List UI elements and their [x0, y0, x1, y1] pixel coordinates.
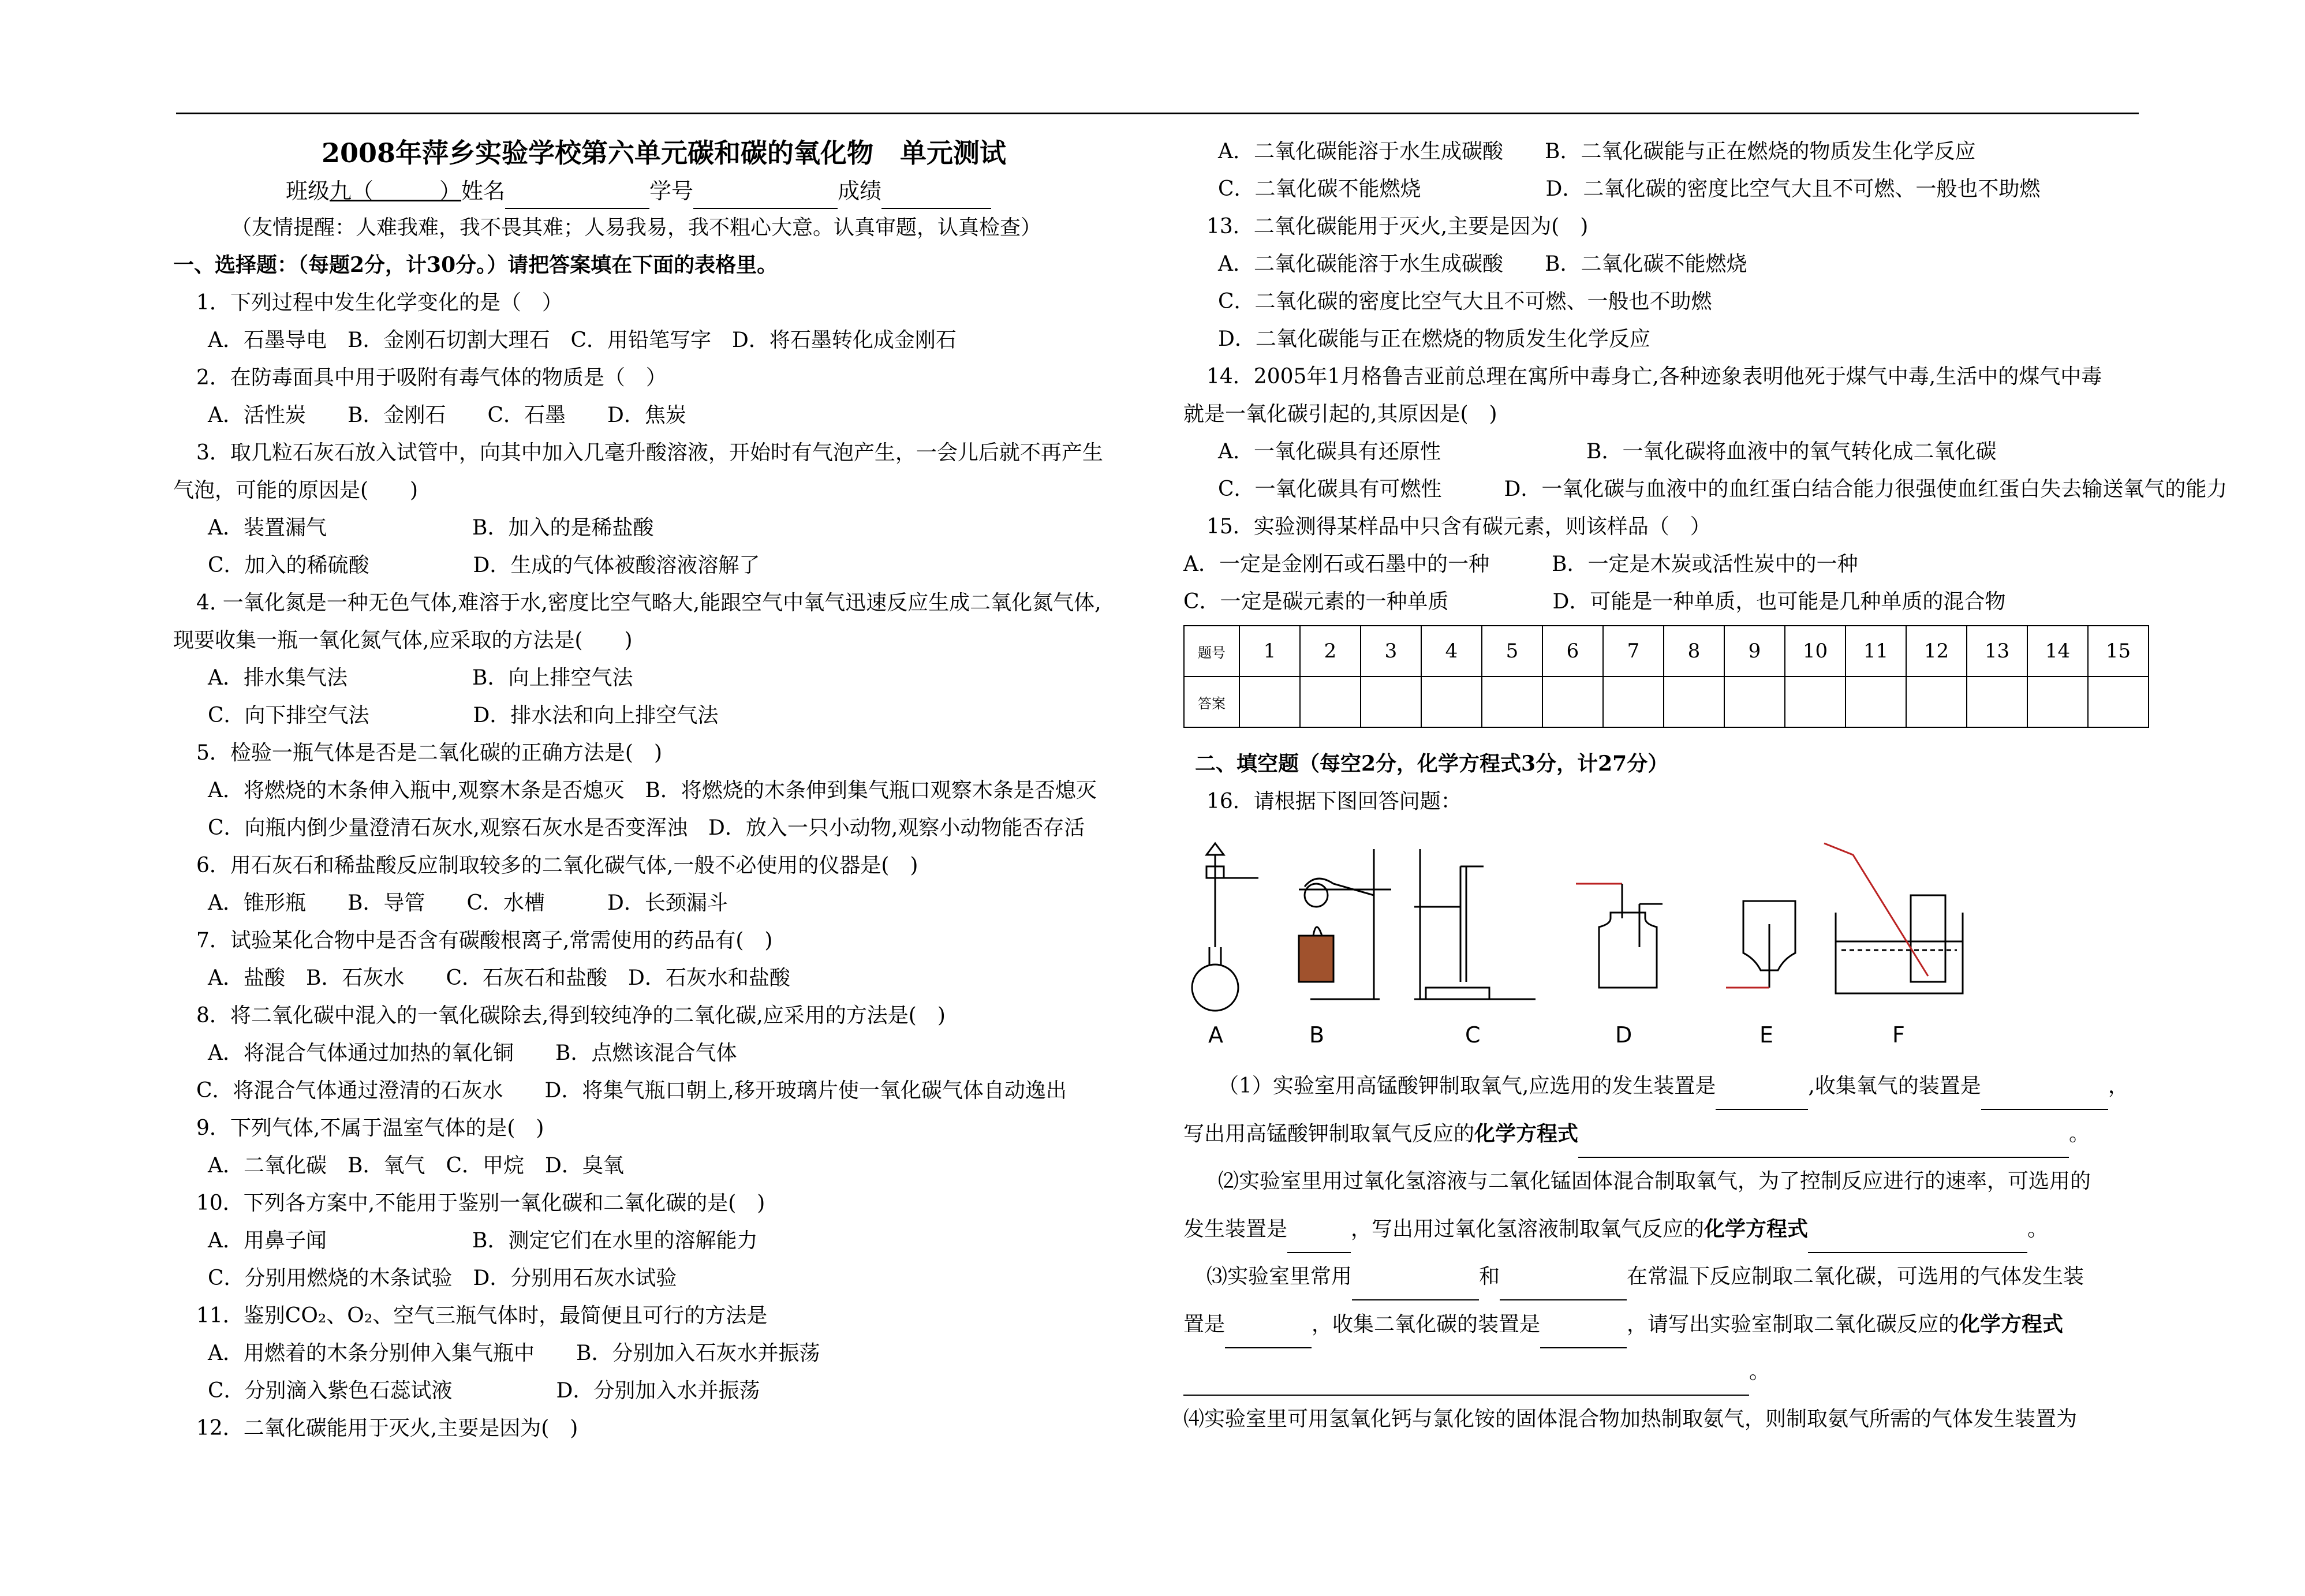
question-line: A．将燃烧的木条伸入瓶中,观察木条是否熄灭 B．将燃烧的木条伸到集气瓶口观察木条是否熄灭: [208, 779, 1097, 802]
question-line: A．将混合气体通过加热的氧化铜 B．点燃该混合气体: [208, 1041, 737, 1065]
fill-question-3: [1183, 1253, 2153, 1300]
apparatus-label: A: [1208, 1022, 1223, 1048]
apparatus-b-icon: [1299, 849, 1391, 999]
apparatus-label: B: [1309, 1022, 1325, 1048]
number-row-label: 题号: [1184, 626, 1239, 676]
question-line: C．向瓶内倒少量澄清石灰水,观察石灰水是否变浑浊 D．放入一只小动物,观察小动物能否存活: [208, 816, 1085, 840]
question-number-cell: 13: [1967, 626, 2027, 676]
question-line: 11．鉴别CO₂、O₂、空气三瓶气体时，最简便且可行的方法是: [196, 1304, 768, 1328]
question-line: A．二氧化碳 B．氧气 C．甲烷 D．臭氧: [208, 1154, 624, 1178]
question-number-cell: 12: [1906, 626, 1967, 676]
question-line: 现要收集一瓶一氧化氮气体,应采取的方法是( ): [173, 629, 633, 652]
section2-heading: 二、填空题（每空2分，化学方程式3分，计27分）: [1195, 752, 1669, 776]
fill3-text-g: 化学方程式: [1959, 1312, 2064, 1336]
name-label: 姓名: [461, 178, 506, 204]
answer-cell[interactable]: [1603, 676, 1664, 727]
question-line: A．活性炭 B．金刚石 C．石墨 D．焦炭: [208, 403, 686, 427]
fill1-blank-collector[interactable]: [1981, 1089, 2108, 1110]
question-number-cell: 9: [1724, 626, 1785, 676]
answer-cell[interactable]: [1300, 676, 1361, 727]
reminder: （友情提醒：人难我难，我不畏其难；人易我易，我不粗心大意。认真审题，认真检查）: [231, 216, 1042, 240]
fill-question-4: ⑷实验室里可用氢氧化钙与氯化铵的固体混合物加热制取氨气，则制取氨气所需的气体发生装置为: [1183, 1407, 2078, 1431]
fill3-text-c: 在常温下反应制取二氧化碳，可选用的气体发生装: [1627, 1265, 2084, 1288]
fill3-text-d: 置是: [1183, 1313, 1226, 1336]
apparatus-d-icon: [1576, 884, 1663, 988]
score-label: 成绩: [838, 178, 882, 204]
question-line: A．二氧化碳能溶于水生成碳酸 B．二氧化碳能与正在燃烧的物质发生化学反应: [1218, 140, 1976, 163]
question-line: 1．下列过程中发生化学变化的是（ ）: [196, 291, 563, 315]
fill1-text-c: ，: [2108, 1074, 2129, 1098]
apparatus-label: C: [1465, 1022, 1481, 1048]
question-line: C．加入的稀硫酸 D．生成的气体被酸溶液溶解了: [208, 554, 760, 577]
fill-question-3-line3: [1183, 1348, 2153, 1396]
fill3-text-h: 。: [1749, 1360, 1770, 1384]
fill-question-1: [1183, 1063, 2153, 1110]
fill3-text-e: ，收集二氧化碳的装置是: [1312, 1313, 1541, 1336]
fill3-text-f: ，请写出实验室制取二氧化碳反应的: [1627, 1313, 1960, 1336]
answer-cell[interactable]: [1482, 676, 1542, 727]
question-line: 12．二氧化碳能用于灭火,主要是因为( ): [196, 1416, 578, 1440]
apparatus-figure: [1183, 832, 2153, 1051]
question-line: C．分别滴入紫色石蕊试液 D．分别加入水并振荡: [208, 1379, 760, 1403]
question-line: A．排水集气法 B．向上排空气法: [208, 666, 633, 690]
answer-table-answer-row: [1184, 676, 2149, 727]
question-line: A．石墨导电 B．金刚石切割大理石 C．用铅笔写字 D．将石墨转化成金刚石: [208, 328, 957, 352]
question-number-cell: 2: [1300, 626, 1361, 676]
question-line: C．二氧化碳的密度比空气大且不可燃、一般也不助燃: [1218, 290, 1712, 313]
answer-cell[interactable]: [1846, 676, 1906, 727]
question-line: C．向下排空气法 D．排水法和向上排空气法: [208, 704, 719, 727]
score-field[interactable]: [881, 188, 991, 209]
fill2-blank-equation[interactable]: [1808, 1232, 2027, 1253]
question-line: A．锥形瓶 B．导管 C．水槽 D．长颈漏斗: [208, 891, 728, 915]
left-question-list: [173, 284, 1155, 1447]
question-line: A．盐酸 B．石灰水 C．石灰石和盐酸 D．石灰水和盐酸: [208, 966, 790, 990]
question-line: 8．将二氧化碳中混入的一氧化碳除去,得到较纯净的二氧化碳,应采用的方法是( ): [196, 1004, 946, 1027]
fill-question-1-equation: [1183, 1110, 2153, 1158]
question-line: D．二氧化碳能与正在燃烧的物质发生化学反应: [1218, 327, 1650, 351]
answer-cell[interactable]: [1542, 676, 1603, 727]
answer-cell[interactable]: [1664, 676, 1724, 727]
answer-row-label: 答案: [1184, 676, 1239, 727]
fill2-text-c: ，写出用过氧化氢溶液制取氧气反应的: [1351, 1217, 1705, 1241]
fill1-text-d: 写出用高锰酸钾制取氧气反应的: [1183, 1122, 1475, 1146]
class-field[interactable]: 九（ ）: [330, 178, 462, 204]
question-line: 6．用石灰石和稀盐酸反应制取较多的二氧化碳气体,一般不必使用的仪器是( ): [196, 854, 918, 877]
student-info-line: [173, 173, 1155, 209]
answer-table-number-row: [1184, 626, 2149, 676]
question-number-cell: 1: [1239, 626, 1300, 676]
fill3-blank-collector[interactable]: [1540, 1328, 1627, 1348]
question-number-cell: 6: [1542, 626, 1603, 676]
question-line: 2．在防毒面具中用于吸附有毒气体的物质是（ ）: [196, 366, 667, 390]
fill2-text-b: 发生装置是: [1183, 1217, 1288, 1241]
question-line: 3．取几粒石灰石放入试管中，向其中加入几毫升酸溶液，开始时有气泡产生，一会儿后就不再产生: [196, 441, 1103, 465]
apparatus-e-icon: [1726, 901, 1795, 988]
class-label: 班级: [286, 178, 330, 204]
right-question-list: [1183, 133, 2228, 621]
fill3-blank-generator[interactable]: [1225, 1328, 1312, 1348]
fill3-blank-reagent1[interactable]: [1352, 1280, 1479, 1300]
fill-question-2-line2: [1183, 1205, 2153, 1253]
fill1-text-b: ,收集氧气的装置是: [1808, 1074, 1981, 1098]
page-title: 2008年萍乡实验学校第六单元碳和碳的氧化物 单元测试: [321, 137, 1007, 169]
question-line: C．二氧化碳不能燃烧 D．二氧化碳的密度比空气大且不可燃、一般也不助燃: [1218, 177, 2041, 201]
fill1-blank-equation[interactable]: [1578, 1137, 2069, 1158]
section1-heading: 一、选择题：（每题2分，计30分。）请把答案填在下面的表格里。: [173, 253, 778, 277]
left-column: [173, 133, 1155, 1447]
answer-cell[interactable]: [1239, 676, 1300, 727]
question-line: A．装置漏气 B．加入的是稀盐酸: [208, 516, 654, 540]
question-line: 5．检验一瓶气体是否是二氧化碳的正确方法是( ): [196, 741, 662, 765]
fill3-text-a: ⑶实验室里常用: [1206, 1265, 1353, 1288]
question-line: C．一定是碳元素的一种单质 D．可能是一种单质，也可能是几种单质的混合物: [1183, 590, 2006, 614]
apparatus-a-icon: [1192, 843, 1258, 1011]
fill2-text-e: 。: [2027, 1217, 2049, 1241]
fill1-text-a: （1）实验室用高锰酸钾制取氧气,应选用的发生装置是: [1218, 1074, 1716, 1098]
question-line: C．一氧化碳具有可燃性 D．一氧化碳与血液中的血红蛋白结合能力很强使血红蛋白失去输送氧气的能力: [1218, 477, 2228, 501]
fill-question-2: ⑵实验室里用过氧化氢溶液与二氧化锰固体混合制取氧气，为了控制反应进行的速率，可选用的: [1218, 1169, 2091, 1193]
question-number-cell: 14: [2027, 626, 2088, 676]
question-line: 气泡，可能的原因是( ): [173, 479, 419, 502]
answer-cell[interactable]: [1967, 676, 2027, 727]
fill3-blank-equation[interactable]: [1183, 1375, 1749, 1396]
question-line: 15．实验测得某样品中只含有碳元素，则该样品（ ）: [1206, 515, 1711, 539]
question-line: 14．2005年1月格鲁吉亚前总理在寓所中毒身亡,各种迹象表明他死于煤气中毒,生活中的煤气中毒: [1206, 365, 2102, 388]
apparatus-label: E: [1759, 1022, 1774, 1048]
question-number-cell: 3: [1361, 626, 1421, 676]
question-number-cell: 5: [1482, 626, 1542, 676]
answer-cell[interactable]: [1361, 676, 1421, 727]
apparatus-f-icon: [1824, 843, 1963, 993]
question-line: 13．二氧化碳能用于灭火,主要是因为( ): [1206, 215, 1589, 238]
answer-cell[interactable]: [1724, 676, 1785, 727]
answer-cell[interactable]: [2027, 676, 2088, 727]
question-line: 7．试验某化合物中是否含有碳酸根离子,常需使用的药品有( ): [196, 929, 773, 952]
fill3-text-b: 和: [1479, 1265, 1500, 1288]
question-line: A．用鼻子闻 B．测定它们在水里的溶解能力: [208, 1229, 758, 1253]
answer-cell[interactable]: [1906, 676, 1967, 727]
question-number-cell: 8: [1664, 626, 1724, 676]
question-number-cell: 4: [1421, 626, 1482, 676]
id-label: 学号: [649, 178, 694, 204]
question-line: A．用燃着的木条分别伸入集气瓶中 B．分别加入石灰水并振荡: [208, 1341, 820, 1365]
fill1-blank-generator[interactable]: [1716, 1089, 1808, 1110]
question-line: 4. 一氧化氮是一种无色气体,难溶于水,密度比空气略大,能跟空气中氧气迅速反应生成二氧化氮气体,: [196, 591, 1101, 615]
fill1-text-e: 化学方程式: [1474, 1122, 1579, 1146]
question-line: A．二氧化碳能溶于水生成碳酸 B．二氧化碳不能燃烧: [1218, 252, 1747, 276]
fill2-blank-generator[interactable]: [1287, 1232, 1351, 1253]
top-rule: [176, 113, 2139, 114]
apparatus-c-icon: [1414, 849, 1536, 999]
question-line: A．一氧化碳具有还原性 B．一氧化碳将血液中的氧气转化成二氧化碳: [1218, 440, 1997, 464]
id-field[interactable]: [693, 188, 838, 209]
question-line: 就是一氧化碳引起的,其原因是( ): [1183, 402, 1497, 426]
question-line: C．将混合气体通过澄清的石灰水 D．将集气瓶口朝上,移开玻璃片使一氧化碳气体自动逸出: [196, 1079, 1067, 1102]
question-number-cell: 7: [1603, 626, 1664, 676]
question-number-cell: 11: [1846, 626, 1906, 676]
name-field[interactable]: [505, 188, 649, 209]
question-number-cell: 15: [2088, 626, 2149, 676]
fill3-blank-reagent2[interactable]: [1500, 1280, 1627, 1300]
question-16: 16．请根据下图回答问题：: [1206, 790, 1462, 813]
answer-cell[interactable]: [1421, 676, 1482, 727]
question-line: C．分别用燃烧的木条试验 D．分别用石灰水试验: [208, 1266, 677, 1290]
question-line: 10．下列各方案中,不能用于鉴别一氧化碳和二氧化碳的是( ): [196, 1191, 765, 1215]
question-line: 9．下列气体,不属于温室气体的是( ): [196, 1116, 544, 1140]
fill-question-3-line2: [1183, 1300, 2153, 1348]
question-number-cell: 10: [1785, 626, 1846, 676]
apparatus-label: D: [1615, 1022, 1632, 1048]
answer-cell[interactable]: [1785, 676, 1846, 727]
apparatus-label: F: [1892, 1022, 1905, 1048]
answer-cell[interactable]: [2088, 676, 2149, 727]
question-line: A．一定是金刚石或石墨中的一种 B．一定是木炭或活性炭中的一种: [1183, 552, 1858, 576]
answer-table: [1183, 625, 2149, 728]
right-column: [1183, 133, 2228, 1443]
fill2-text-d: 化学方程式: [1704, 1217, 1809, 1241]
fill1-text-f: 。: [2069, 1122, 2090, 1146]
apparatus-drawing: [1183, 832, 2165, 1022]
